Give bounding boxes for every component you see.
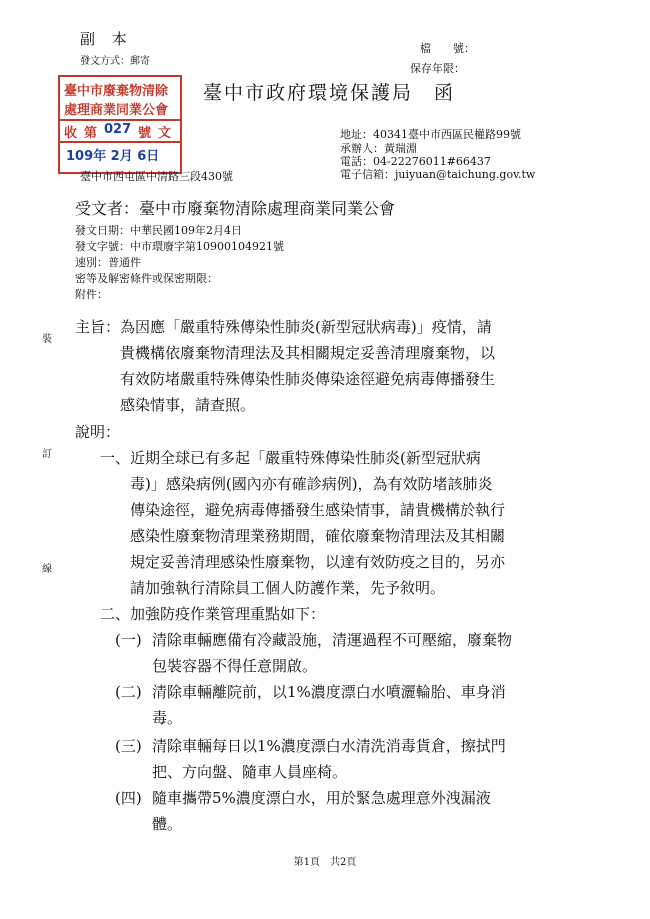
contact-handler: 承辦人：黃瑞淵	[340, 142, 417, 155]
contact-phone: 電話：04-22276011#66437	[340, 155, 491, 168]
stamp-receipt-suffix1: 號	[138, 126, 152, 141]
subitem-1-number: (一)	[115, 631, 142, 649]
contact-address: 地址：40341臺中市西區民權路99號	[340, 128, 521, 141]
document-title: 臺中市政府環境保護局 函	[203, 82, 456, 104]
page-number: 第1頁 共2頁	[293, 857, 357, 868]
subject-line: 感染情事，請查照。	[75, 396, 256, 414]
subitem-3-number: (三)	[115, 737, 142, 755]
stamp-receipt-number: 027	[104, 122, 132, 137]
item-1-line: 近期全球已有多起「嚴重特殊傳染性肺炎(新型冠狀病	[130, 449, 481, 467]
binding-mark-top: 裝	[42, 334, 52, 345]
subitem-4-number: (四)	[115, 789, 142, 807]
stamp-line-1: 臺中市廢棄物清除	[64, 84, 169, 99]
stamp-receipt-char: 第	[84, 126, 98, 141]
sender-address: 臺中市西屯區中清路三段430號	[80, 170, 233, 183]
item-1-line: 傳染途徑，避免病毒傳播發生感染情事，請貴機構於執行	[130, 501, 506, 519]
item-1-line: 毒)」感染病例(國內亦有確診病例)，為有效防堵該肺炎	[130, 475, 493, 493]
subject-line: 貴機構依廢棄物清理法及其相關規定妥善清理廢棄物，以	[75, 344, 496, 362]
subitem-3-body	[152, 733, 612, 785]
explanation-heading: 說明：	[75, 423, 121, 441]
archive-no-label: 檔 號：	[420, 42, 475, 55]
item-2-heading: 加強防疫作業管理重點如下：	[130, 605, 326, 623]
stamp-receipt-row	[60, 119, 180, 143]
subitem-line: 把、方向盤、隨車人員座椅。	[152, 763, 348, 781]
stamp-receipt-suffix2: 文	[158, 126, 172, 141]
binding-mark-bottom: 線	[42, 564, 52, 575]
subitem-line: 包裝容器不得任意開啟。	[152, 657, 318, 675]
stamp-receipt-prefix: 收	[64, 126, 78, 141]
subitem-2-body	[152, 679, 612, 731]
item-1-number: 一、	[100, 449, 131, 467]
item-1-line: 感染性廢棄物清理業務期間，確依廢棄物清理法及其相關	[130, 527, 506, 545]
security-class: 密等及解密條件或保密期限：	[75, 272, 218, 285]
document-number: 發文字號：中市環廢字第10900104921號	[75, 240, 284, 253]
subject-line: 主旨：為因應「嚴重特殊傳染性肺炎(新型冠狀病毒)」疫情，請	[75, 318, 492, 336]
copy-label: 副 本	[80, 30, 133, 48]
recipient: 受文者：臺中市廢棄物清除處理商業同業公會	[75, 199, 396, 218]
subitem-line: 毒。	[152, 709, 183, 727]
subitem-line: 隨車攜帶5%濃度漂白水，用於緊急處理意外洩漏液	[152, 789, 491, 807]
subitem-line: 體。	[152, 815, 183, 833]
send-method: 發文方式：郵寄	[80, 56, 150, 67]
item-1-line: 請加強執行清除員工個人防護作業，先予敘明。	[130, 579, 446, 597]
stamp-line-2: 處理商業同業公會	[64, 103, 169, 118]
stamp-date: 109年 2月 6日	[66, 149, 160, 164]
subject-line: 有效防堵嚴重特殊傳染性肺炎傳染途徑避免病毒傳播發生	[75, 370, 496, 388]
subitem-2-number: (二)	[115, 683, 142, 701]
subitem-line: 清除車輛應備有冷藏設施，清運過程不可壓縮，廢棄物	[152, 631, 513, 649]
item-1-line: 規定妥善清理感染性廢棄物，以達有效防疫之目的，另亦	[130, 553, 506, 571]
receipt-stamp	[58, 75, 182, 174]
attachment: 附件：	[75, 288, 108, 301]
subject-block	[75, 314, 585, 418]
contact-email: 電子信箱：juiyuan@taichung.gov.tw	[340, 168, 536, 181]
item-1-body	[130, 445, 610, 601]
subitem-line: 清除車輛每日以1%濃度漂白水清洗消毒貨倉，擦拭門	[152, 737, 506, 755]
binding-mark-middle: 訂	[42, 449, 52, 460]
retention-label: 保存年限：	[410, 62, 465, 75]
subitem-1-body	[152, 627, 612, 679]
issue-date: 發文日期：中華民國109年2月4日	[75, 224, 242, 237]
subitem-line: 清除車輛離院前，以1%濃度漂白水噴灑輪胎、車身消	[152, 683, 506, 701]
subitem-4-body	[152, 785, 612, 837]
speed-class: 速別：普通件	[75, 256, 141, 269]
item-2-number: 二、	[100, 605, 131, 623]
